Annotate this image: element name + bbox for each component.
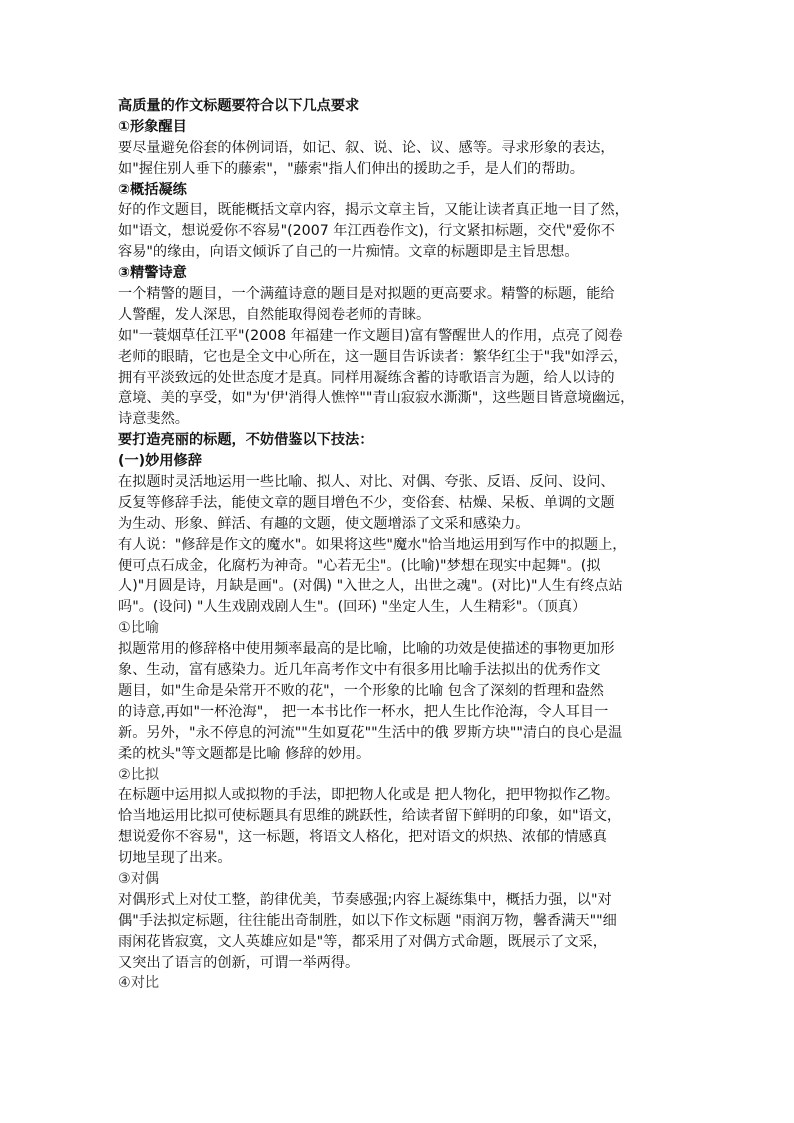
paragraph-line: 如"语文，想说爱你不容易"(2007 年江西卷作文)，行文紧扣标题，交代"爱你不 [118, 223, 615, 240]
section-heading: ②概括凝练 [118, 181, 187, 198]
paragraph-line: 新。另外，"永不停息的河流""生如夏花""生活中的俄 罗斯方块""清白的良心是温 [118, 724, 623, 741]
paragraph-line: 要尽量避免俗套的体例词语，如记、叙、说、论、议、感等。寻求形象的表达， [118, 139, 615, 156]
paragraph-line: 反复等修辞手法，能使文章的题目增色不少，变俗套、枯燥、呆板、单调的文题 [118, 494, 615, 511]
paragraph-line: 人)"月圆是诗，月缺是画"。(对偶) "入世之人，出世之魂"。(对比)"人生有终点站 [118, 578, 623, 595]
paragraph-line: 拟题常用的修辞格中使用频率最高的是比喻，比喻的功效是使描述的事物更加形 [118, 641, 615, 658]
paragraph-line: 意境、美的享受，如"为'伊'消得人憔悴""青山寂寂水澌澌"，这些题目皆意境幽远， [118, 390, 635, 407]
paragraph-line: 吗"。(设问) "人生戏剧戏剧人生"。(回环) "坐定人生，人生精彩"。（顶真） [118, 599, 587, 616]
section-heading: (一)妙用修辞 [118, 453, 202, 470]
paragraph-line: ④对比 [118, 975, 160, 992]
paragraph-line: 老师的眼睛，它也是全文中心所在，这一题目告诉读者：繁华红尘于"我"如浮云， [118, 348, 628, 365]
paragraph-line: 人警醒，发人深思，自然能取得阅卷老师的青睐。 [118, 306, 431, 323]
paragraph-line: 偶"手法拟定标题，往往能出奇制胜，如以下作文标题 "雨润万物，馨香满天""细 [118, 912, 617, 929]
paragraph-line: 一个精警的题目，一个满蕴诗意的题目是对拟题的更高要求。精警的标题，能给 [118, 286, 615, 303]
paragraph-line: 容易"的缘由，向语文倾诉了自己的一片痴情。文章的标题即是主旨思想。 [118, 244, 579, 261]
paragraph-line: 又突出了语言的创新，可谓一举两得。 [118, 954, 360, 971]
paragraph-line: 切地呈现了出来。 [118, 850, 232, 867]
section-heading: 要打造亮丽的标题，不妨借鉴以下技法： [118, 432, 374, 449]
paragraph-line: ②比拟 [118, 766, 160, 783]
document-body [118, 96, 684, 994]
paragraph-line: ①比喻 [118, 620, 160, 637]
paragraph-line: 为生动、形象、鲜活、有趣的文题，使文题增添了文采和感染力。 [118, 515, 530, 532]
paragraph-line: 题目，如"生命是朵常开不败的花"，一个形象的比喻 包含了深刻的哲理和盎然 [118, 682, 604, 699]
paragraph-line: 雨闲花皆寂寞，文人英雄应如是"等，都采用了对偶方式命题，既展示了文采， [118, 933, 607, 950]
paragraph-line: 象、生动，富有感染力。近几年高考作文中有很多用比喻手法拟出的优秀作文 [118, 662, 601, 679]
paragraph-line: 柔的枕头"等文题都是比喻 修辞的妙用。 [118, 745, 371, 762]
paragraph-line: 在拟题时灵活地运用一些比喻、拟人、对比、对偶、夸张、反语、反问、设问、 [118, 474, 615, 491]
paragraph-line: 恰当地运用比拟可使标题具有思维的跳跃性，给读者留下鲜明的印象，如"语文， [118, 808, 622, 825]
section-heading: ③精警诗意 [118, 265, 187, 282]
section-heading: ①形象醒目 [118, 118, 187, 135]
paragraph-line: 便可点石成金，化腐朽为神奇。"心若无尘"。(比喻)"梦想在现实中起舞"。(拟 [118, 557, 601, 574]
paragraph-line: 如"握住别人垂下的藤索"，"藤索"指人们伸出的援助之手，是人们的帮助。 [118, 160, 584, 177]
paragraph-line: 好的作文题目，既能概括文章内容，揭示文章主旨，又能让读者真正地一目了然， [118, 202, 629, 219]
paragraph-line: ③对偶 [118, 870, 160, 887]
paragraph-line: 想说爱你不容易"，这一标题，将语文人格化，把对语文的炽热、浓郁的情感真 [118, 829, 607, 846]
paragraph-line: 的诗意,再如"一杯沧海"， 把一本书比作一杯水，把人生比作沧海，令人耳目一 [118, 703, 609, 720]
paragraph-line: 拥有平淡致远的处世态度才是真。同样用凝练含蓄的诗歌语言为题，给人以诗的 [118, 369, 615, 386]
paragraph-line: 有人说："修辞是作文的魔水"。如果将这些"魔水"恰当地运用到写作中的拟题上， [118, 536, 627, 553]
paragraph-line: 诗意斐然。 [118, 411, 189, 428]
paragraph-line: 在标题中运用拟人或拟物的手法，即把物人化或是 把人物化，把甲物拟作乙物。 [118, 787, 620, 804]
section-heading: 高质量的作文标题要符合以下几点要求 [118, 98, 360, 114]
paragraph-line: 对偶形式上对仗工整，韵律优美，节奏感强;内容上凝练集中，概括力强，以"对 [118, 891, 612, 908]
paragraph-line: 如"一蓑烟草任江平"(2008 年福建一作文题目)富有警醒世人的作用，点亮了阅卷 [118, 327, 623, 344]
